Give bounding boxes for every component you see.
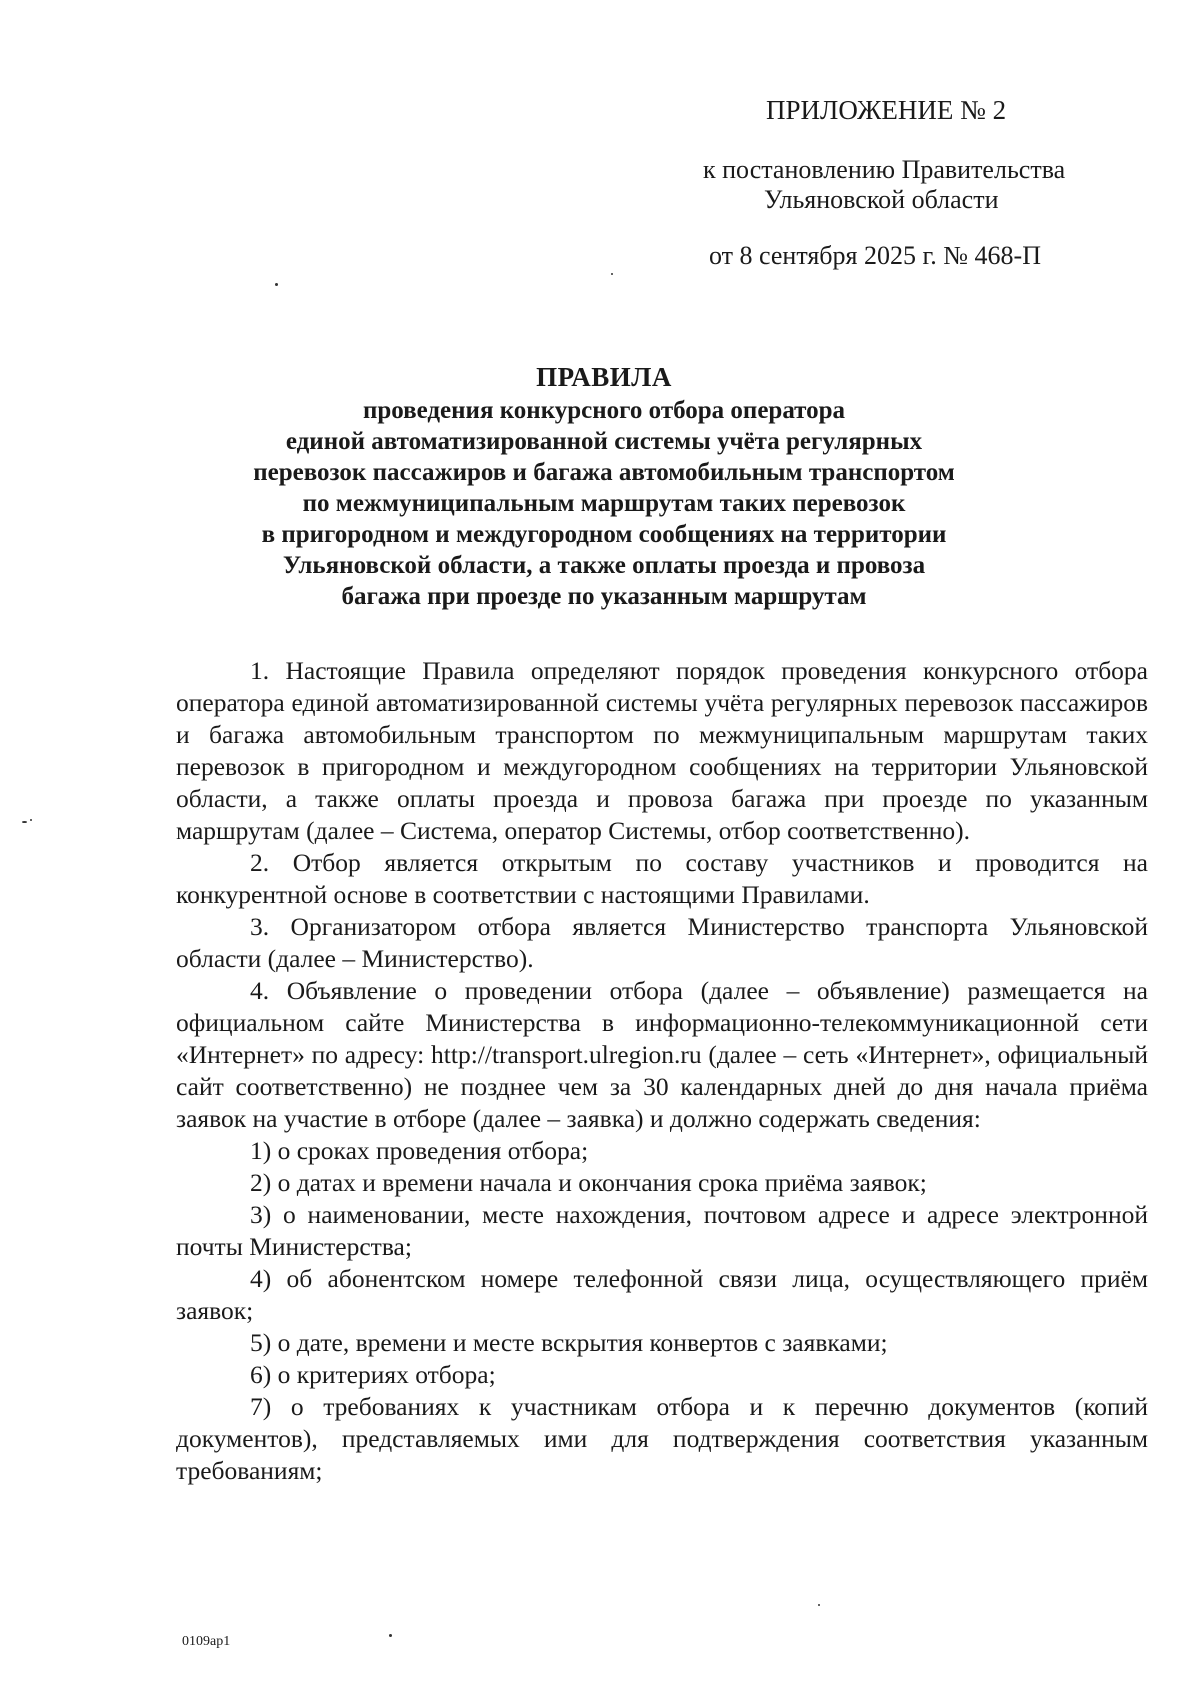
scan-speck [818, 1604, 820, 1606]
scan-speck [275, 283, 278, 286]
list-item-2: 2) о датах и времени начала и окончания срока приёма заявок; [250, 1168, 927, 1197]
scan-speck [30, 819, 32, 821]
footer-document-code: 0109ap1 [182, 1634, 231, 1649]
list-item-6: 6) о критериях отбора; [250, 1360, 496, 1389]
list-item-3: 3) о наименовании, месте нахождения, почтовом адресе и адресе электронной почты Министерства; [176, 1200, 1148, 1261]
document-title [178, 359, 1030, 612]
scan-speck [22, 821, 27, 823]
paragraph-4: 4. Объявление о проведении отбора (далее – объявление) размещается на официальном сайте Министерства в информационно-телекоммуникационной сети «Интернет» по адресу: http://transport.ulregion.ru (далее – сеть «Интернет», официальный сайт соответственно) не позднее чем за 30 календарных дней до дня начала приёма заявок на участие в отборе (далее – заявка) и должно содержать сведения: [176, 976, 1148, 1133]
region-name: Ульяновской области [764, 185, 999, 214]
title-line: в пригородном и междугородном сообщениях на территории [261, 521, 947, 548]
list-item-1: 1) о сроках проведения отбора; [250, 1136, 589, 1165]
paragraph-2: 2. Отбор является открытым по составу участников и проводится на конкурентной основе в соответствии с настоящими Правилами. [176, 848, 1148, 909]
scan-speck [389, 1634, 392, 1637]
appendix-label: ПРИЛОЖЕНИЕ № 2 [766, 95, 1007, 125]
scan-speck [611, 273, 613, 275]
title-line: единой автоматизированной системы учёта регулярных [285, 428, 923, 455]
decree-date-number: от 8 сентября 2025 г. № 468-П [709, 241, 1041, 270]
decree-reference: к постановлению Правительства [703, 155, 1066, 184]
paragraph-3: 3. Организатором отбора является Министерство транспорта Ульяновской области (далее – Министерство). [176, 912, 1148, 973]
list-item-5: 5) о дате, времени и месте вскрытия конвертов с заявками; [250, 1328, 888, 1357]
title-line: перевозок пассажиров и багажа автомобильным транспортом [253, 459, 955, 486]
list-item-4: 4) об абонентском номере телефонной связи лица, осуществляющего приём заявок; [176, 1264, 1148, 1325]
title-line: багажа при проезде по указанным маршрутам [341, 583, 867, 610]
paragraph-1: 1. Настоящие Правила определяют порядок проведения конкурсного отбора оператора единой автоматизированной системы учёта регулярных перевозок пассажиров и багажа автомобильным транспортом по межмуниципальным маршрутам таких перевозок в пригородном и междугородном сообщениях на территории Ульяновской области, а также оплаты проезда и провоза багажа при проезде по указанным маршрутам (далее – Система, оператор Системы, отбор соответственно). [176, 656, 1148, 845]
title-line: по межмуниципальным маршрутам таких перевозок [302, 490, 906, 517]
title-line: Ульяновской области, а также оплаты проезда и провоза [282, 552, 926, 579]
list-item-7: 7) о требованиях к участникам отбора и к перечню документов (копий документов), представляемых ими для подтверждения соответствия указанным требованиям; [176, 1392, 1148, 1485]
title-line: проведения конкурсного отбора оператора [362, 397, 846, 424]
title-main: ПРАВИЛА [536, 362, 672, 392]
document-body [176, 655, 1148, 1487]
